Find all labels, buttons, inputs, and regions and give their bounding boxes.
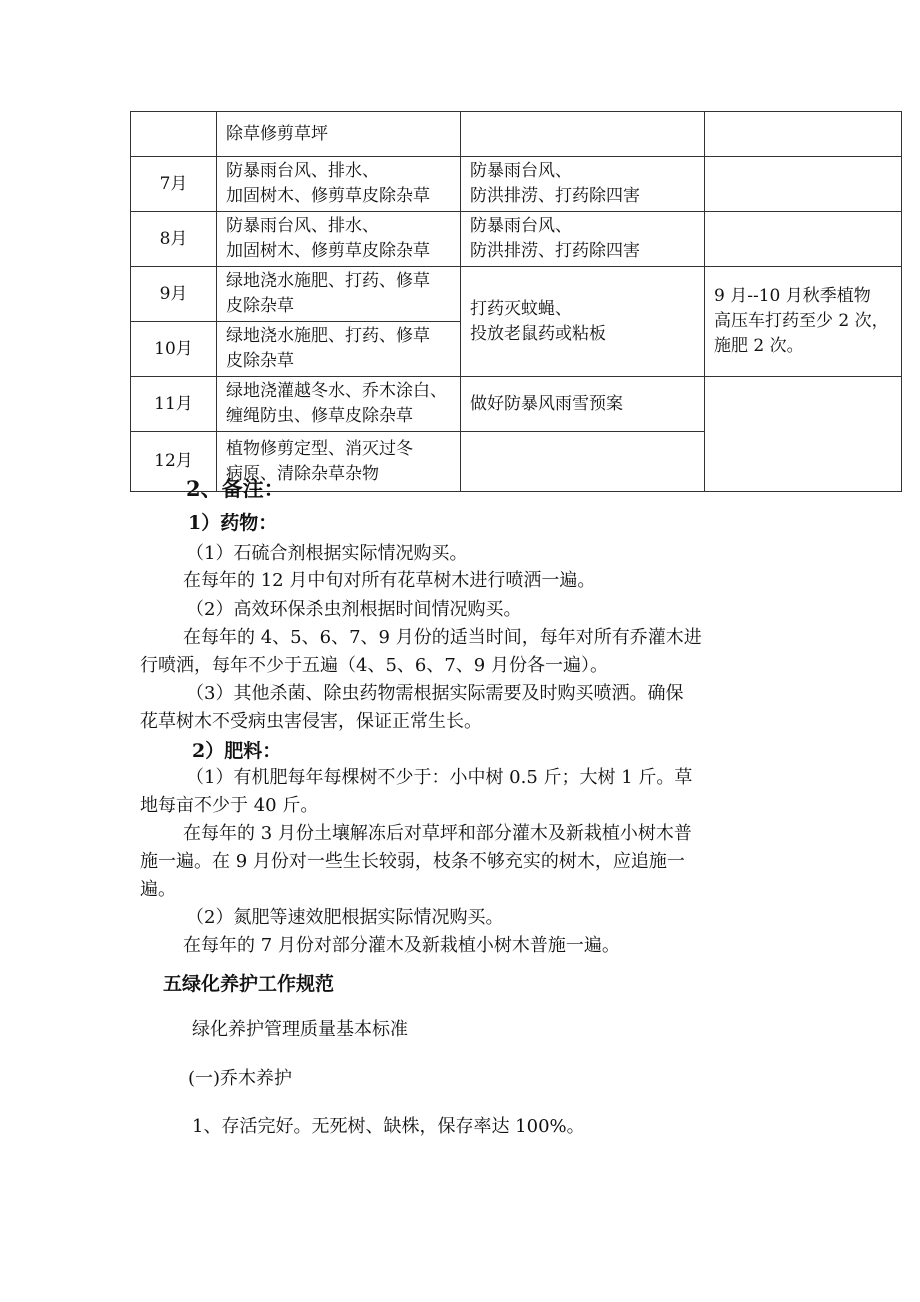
- section-title: 五绿化养护工作规范: [163, 973, 335, 995]
- task-cell: 除草修剪草坪: [217, 112, 461, 157]
- table-row: [131, 157, 902, 212]
- section-subtitle: 绿化养护管理质量基本标准: [192, 1019, 408, 1040]
- task-cell: 防暴雨台风、排水、 加固树木、修剪草皮除杂草: [217, 212, 461, 267]
- drug-item-3-line2: 花草树木不受病虫害侵害，保证正常生长。: [140, 711, 482, 732]
- fertilizer-item-1-detail-line3: 遍。: [140, 879, 176, 900]
- notes-heading: 2、备注：: [186, 476, 285, 501]
- month-cell: [131, 112, 217, 157]
- drug-item-3-line1: （3）其他杀菌、除虫药物需根据实际需要及时购买喷洒。确保: [186, 683, 684, 704]
- drug-item-1-detail: 在每年的 12 月中旬对所有花草树木进行喷洒一遍。: [183, 570, 596, 591]
- fertilizer-item-2-detail: 在每年的 7 月份对部分灌木及新栽植小树木普施一遍。: [183, 935, 620, 956]
- task-cell: 绿地浇水施肥、打药、修草 皮除杂草: [217, 322, 461, 377]
- note-cell: [705, 112, 902, 157]
- drug-item-2-detail-line1: 在每年的 4、5、6、7、9 月份的适当时间，每年对所有乔灌木进: [183, 627, 702, 648]
- fertilizer-item-1-detail-line2: 施一遍。在 9 月份对一些生长较弱，枝条不够充实的树木，应追施一: [140, 851, 685, 872]
- prevent-cell: 防暴雨台风、 防洪排涝、打药除四害: [461, 212, 705, 267]
- month-cell: 11月: [131, 377, 217, 432]
- task-cell: 植物修剪定型、消灭过冬 病原、清除杂草杂物: [217, 432, 461, 492]
- fertilizer-item-1-line1: （1）有机肥每年每棵树不少于：小中树 0.5 斤；大树 1 斤。草: [186, 767, 693, 788]
- task-cell: 防暴雨台风、排水、 加固树木、修剪草皮除杂草: [217, 157, 461, 212]
- drug-item-2: （2）高效环保杀虫剂根据时间情况购买。: [186, 599, 522, 620]
- drugs-heading: 1）药物：: [188, 512, 278, 534]
- table-row: [131, 267, 902, 322]
- prevent-cell: 打药灭蚊蝇、 投放老鼠药或粘板: [461, 267, 705, 377]
- month-cell: 10月: [131, 322, 217, 377]
- prevent-cell: [461, 112, 705, 157]
- drug-item-2-detail-line2: 行喷洒，每年不少于五遍（4、5、6、7、9 月份各一遍）。: [140, 655, 608, 676]
- table-row: [131, 377, 902, 432]
- note-cell: [705, 212, 902, 267]
- month-cell: 12月: [131, 432, 217, 492]
- standard-item-1: 1、存活完好。无死树、缺株，保存率达 100%。: [192, 1116, 585, 1137]
- prevent-cell: [461, 432, 705, 492]
- task-cell: 绿地浇灌越冬水、乔木涂白、 缠绳防虫、修草皮除杂草: [217, 377, 461, 432]
- subsection-heading: (一)乔木养护: [188, 1068, 293, 1089]
- month-cell: 9月: [131, 267, 217, 322]
- table-row: [131, 212, 902, 267]
- fertilizer-item-2: （2）氮肥等速效肥根据实际情况购买。: [186, 907, 504, 928]
- prevent-cell: 防暴雨台风、 防洪排涝、打药除四害: [461, 157, 705, 212]
- month-cell: 8月: [131, 212, 217, 267]
- month-cell: 7月: [131, 157, 217, 212]
- note-cell: 9 月--10 月秋季植物 高压车打药至少 2 次， 施肥 2 次。: [705, 267, 902, 377]
- table-row: [131, 112, 902, 157]
- fertilizer-item-1-detail-line1: 在每年的 3 月份土壤解冻后对草坪和部分灌木及新栽植小树木普: [183, 823, 692, 844]
- fertilizer-heading: 2）肥料：: [192, 740, 282, 762]
- note-cell: [705, 377, 902, 492]
- fertilizer-item-1-line2: 地每亩不少于 40 斤。: [140, 795, 319, 816]
- maintenance-schedule-table: [130, 111, 902, 492]
- drug-item-1: （1）石硫合剂根据实际情况购买。: [186, 543, 468, 564]
- task-cell: 绿地浇水施肥、打药、修草 皮除杂草: [217, 267, 461, 322]
- note-cell: [705, 157, 902, 212]
- prevent-cell: 做好防暴风雨雪预案: [461, 377, 705, 432]
